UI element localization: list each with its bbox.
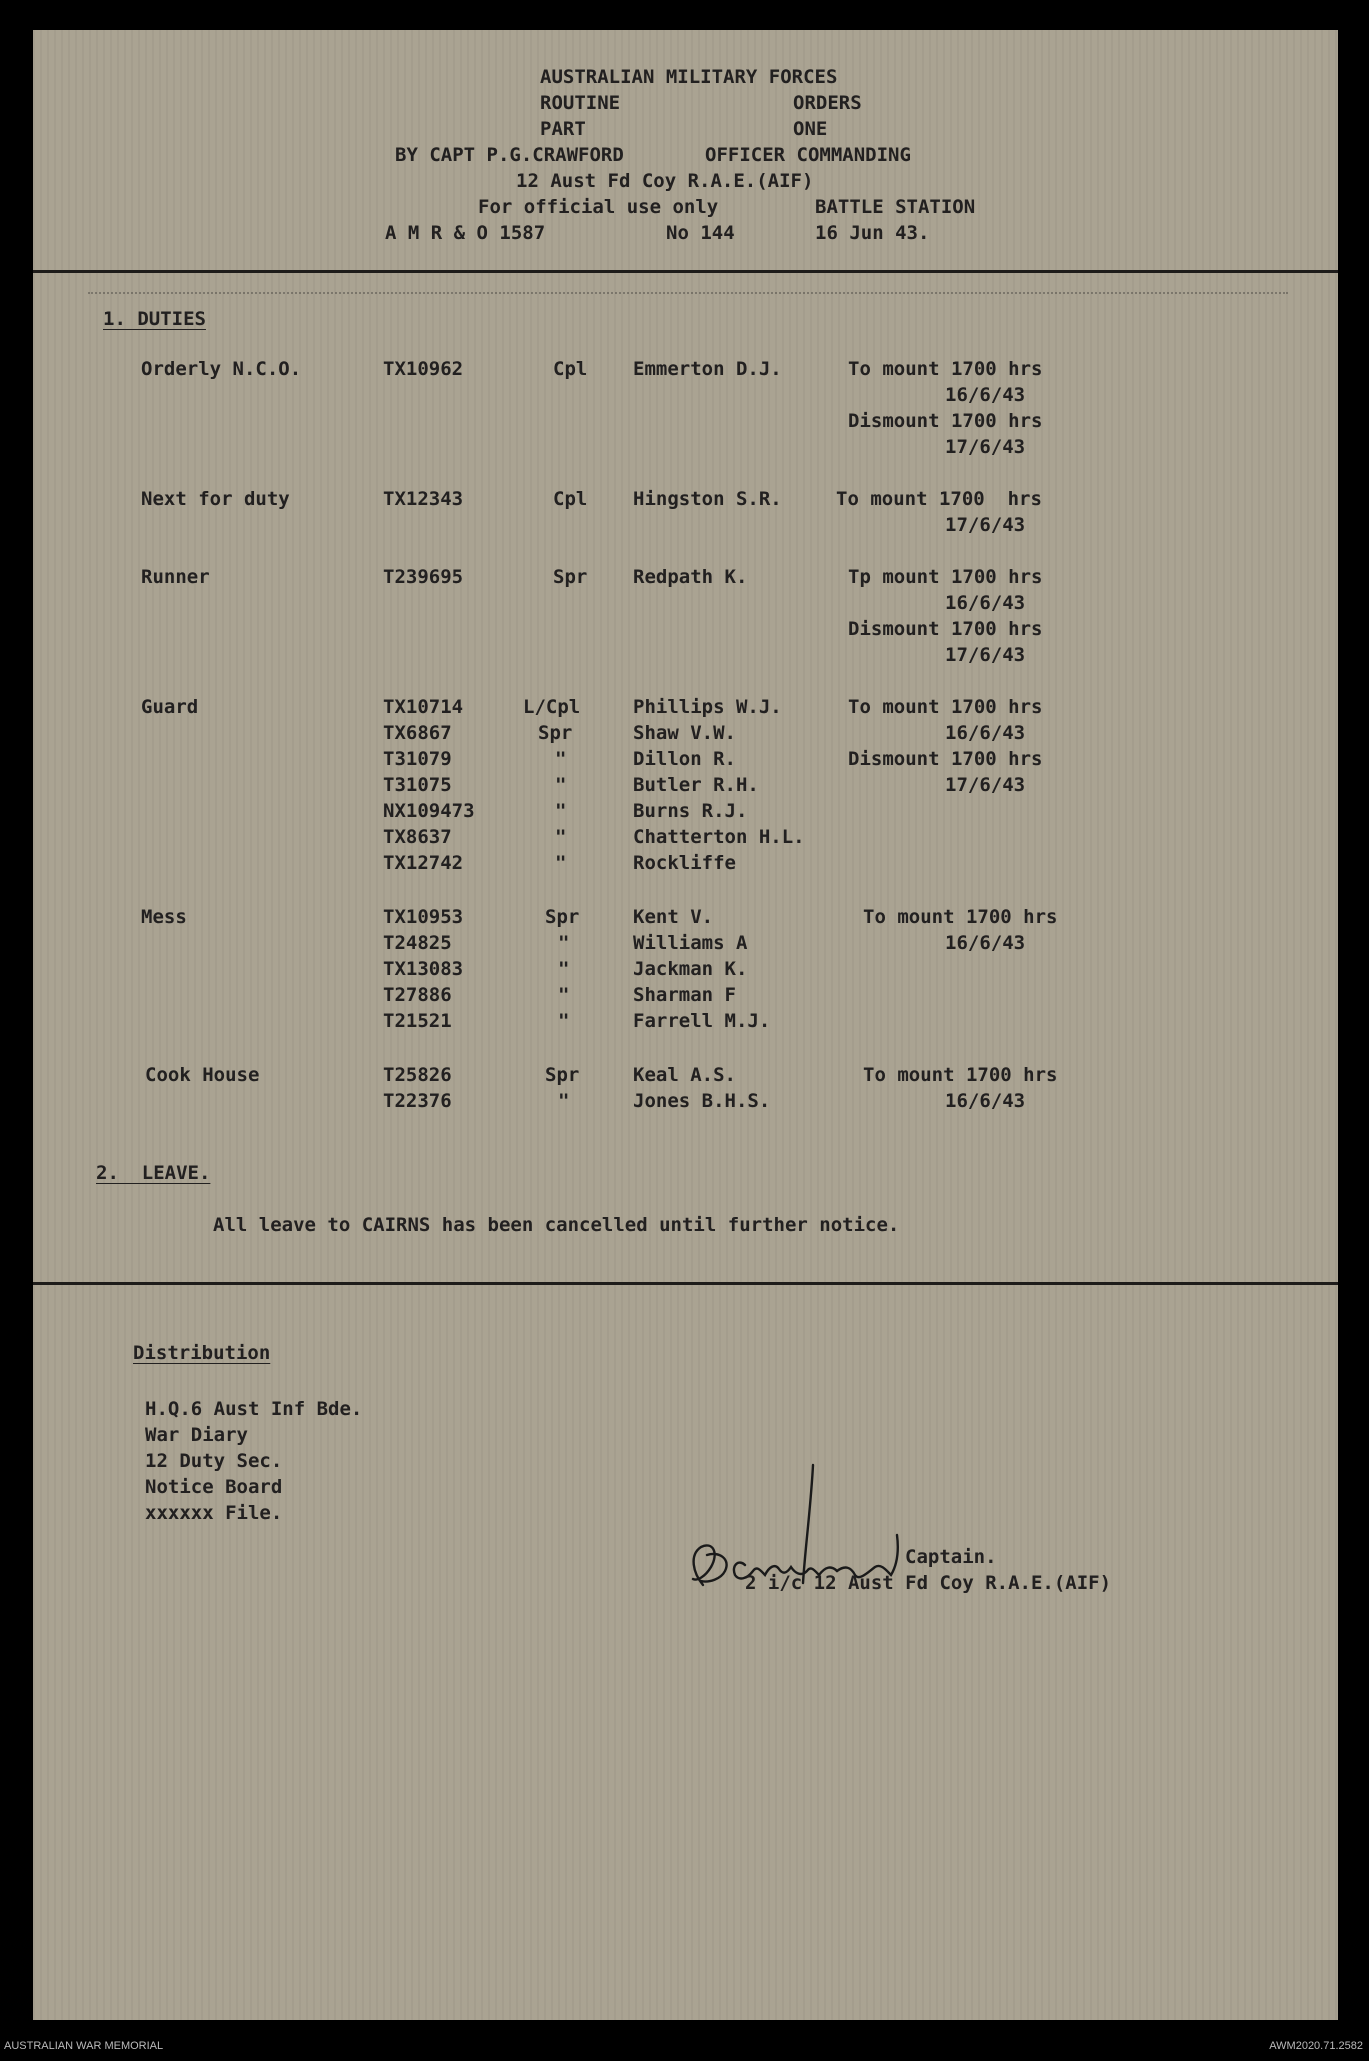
signatory-rank: Captain.	[905, 1546, 997, 1568]
service-number: NX109473	[383, 800, 475, 822]
duty-date: 16/6/43	[945, 932, 1026, 954]
duty-date: 16/6/43	[945, 384, 1026, 406]
footer-record-id: AWM2020.71.2582	[1269, 2040, 1363, 2052]
distribution-heading: Distribution	[133, 1342, 271, 1364]
duty-time: To mount 1700 hrs	[848, 358, 1043, 380]
duty-role-next: Next for duty	[141, 488, 290, 510]
rank: Spr	[545, 1064, 580, 1086]
distribution-item: H.Q.6 Aust Inf Bde.	[145, 1398, 363, 1420]
header-unit: 12 Aust Fd Coy R.A.E.(AIF)	[516, 170, 814, 192]
rank: Spr	[545, 906, 580, 928]
dotted-divider	[88, 292, 1288, 294]
duty-time: Dismount 1700 hrs	[848, 618, 1043, 640]
header-role: OFFICER COMMANDING	[705, 144, 911, 166]
duty-date: 16/6/43	[945, 1090, 1026, 1112]
service-number: TX12742	[383, 852, 464, 874]
ditto-mark: "	[555, 800, 567, 822]
duty-date: 17/6/43	[945, 436, 1026, 458]
soldier-name: Hingston S.R.	[633, 488, 782, 510]
service-number: T31075	[383, 774, 452, 796]
ditto-mark: "	[558, 932, 570, 954]
header-divider	[33, 270, 1338, 273]
ditto-mark: "	[558, 958, 570, 980]
header-issuer: BY CAPT P.G.CRAWFORD	[395, 144, 624, 166]
soldier-name: Redpath K.	[633, 566, 748, 588]
duty-role-mess: Mess	[141, 906, 187, 928]
rank: Spr	[553, 566, 588, 588]
duty-role-cook-house: Cook House	[145, 1064, 260, 1086]
footer-archive-name: AUSTRALIAN WAR MEMORIAL	[4, 2040, 164, 2052]
distribution-item: War Diary	[145, 1424, 248, 1446]
service-number: TX10714	[383, 696, 464, 718]
header-official-use: For official use only	[478, 196, 719, 218]
header-routine: ROUTINE	[540, 92, 621, 114]
signatory-unit: 2 i/c 12 Aust Fd Coy R.A.E.(AIF)	[745, 1572, 1112, 1594]
distribution-item: Notice Board	[145, 1476, 283, 1498]
duty-date: 16/6/43	[945, 722, 1026, 744]
leave-heading: 2. LEAVE.	[96, 1162, 211, 1184]
duty-time: To mount 1700 hrs	[848, 696, 1043, 718]
duty-role-orderly: Orderly N.C.O.	[141, 358, 302, 380]
soldier-name: Chatterton H.L.	[633, 826, 805, 848]
ditto-mark: "	[555, 774, 567, 796]
soldier-name: Emmerton D.J.	[633, 358, 782, 380]
ditto-mark: "	[558, 984, 570, 1006]
soldier-name: Burns R.J.	[633, 800, 748, 822]
soldier-name: Phillips W.J.	[633, 696, 782, 718]
service-number: T25826	[383, 1064, 452, 1086]
duty-time: To mount 1700 hrs	[836, 488, 1042, 510]
distribution-item: 12 Duty Sec.	[145, 1450, 283, 1472]
header-orders: ORDERS	[793, 92, 862, 114]
service-number: T31079	[383, 748, 452, 770]
distribution-item: xxxxxx File.	[145, 1502, 283, 1524]
duty-time: Dismount 1700 hrs	[848, 748, 1043, 770]
soldier-name: Farrell M.J.	[633, 1010, 771, 1032]
header-title: AUSTRALIAN MILITARY FORCES	[540, 66, 838, 88]
soldier-name: Kent V.	[633, 906, 714, 928]
soldier-name: Keal A.S.	[633, 1064, 736, 1086]
service-number: TX10953	[383, 906, 464, 928]
soldier-name: Rockliffe	[633, 852, 736, 874]
ditto-mark: "	[558, 1090, 570, 1112]
rank: L/Cpl	[523, 696, 581, 718]
duty-time: To mount 1700 hrs	[863, 906, 1058, 928]
service-number: TX10962	[383, 358, 464, 380]
service-number: T21521	[383, 1010, 452, 1032]
duty-date: 16/6/43	[945, 592, 1026, 614]
ditto-mark: "	[555, 826, 567, 848]
duty-date: 17/6/43	[945, 774, 1026, 796]
header-part: PART	[540, 118, 586, 140]
soldier-name: Jones B.H.S.	[633, 1090, 771, 1112]
service-number: TX13083	[383, 958, 464, 980]
duty-time: To mount 1700 hrs	[863, 1064, 1058, 1086]
rank: Spr	[538, 722, 573, 744]
duty-role-runner: Runner	[141, 566, 210, 588]
service-number: T22376	[383, 1090, 452, 1112]
soldier-name: Butler R.H.	[633, 774, 759, 796]
ditto-mark: "	[558, 1010, 570, 1032]
header-one: ONE	[793, 118, 828, 140]
service-number: T27886	[383, 984, 452, 1006]
soldier-name: Shaw V.W.	[633, 722, 736, 744]
service-number: TX12343	[383, 488, 464, 510]
duty-date: 17/6/43	[945, 514, 1026, 536]
service-number: T24825	[383, 932, 452, 954]
service-number: TX8637	[383, 826, 452, 848]
soldier-name: Sharman F	[633, 984, 736, 1006]
document-page	[33, 30, 1338, 2020]
rank: Cpl	[553, 358, 588, 380]
rank: Cpl	[553, 488, 588, 510]
soldier-name: Jackman K.	[633, 958, 748, 980]
leave-notice: All leave to CAIRNS has been cancelled until further notice.	[213, 1214, 900, 1236]
soldier-name: Dillon R.	[633, 748, 736, 770]
soldier-name: Williams A	[633, 932, 748, 954]
header-location: BATTLE STATION	[815, 196, 976, 218]
ditto-mark: "	[555, 748, 567, 770]
duty-role-guard: Guard	[141, 696, 199, 718]
ditto-mark: "	[555, 852, 567, 874]
header-order-number: No 144	[666, 222, 735, 244]
duties-heading: 1. DUTIES	[103, 308, 206, 330]
duty-time: Tp mount 1700 hrs	[848, 566, 1043, 588]
header-date: 16 Jun 43.	[815, 222, 930, 244]
service-number: TX6867	[383, 722, 452, 744]
duty-date: 17/6/43	[945, 644, 1026, 666]
service-number: T239695	[383, 566, 464, 588]
header-reference: A M R & O 1587	[385, 222, 546, 244]
duty-time: Dismount 1700 hrs	[848, 410, 1043, 432]
section-divider	[33, 1282, 1338, 1285]
